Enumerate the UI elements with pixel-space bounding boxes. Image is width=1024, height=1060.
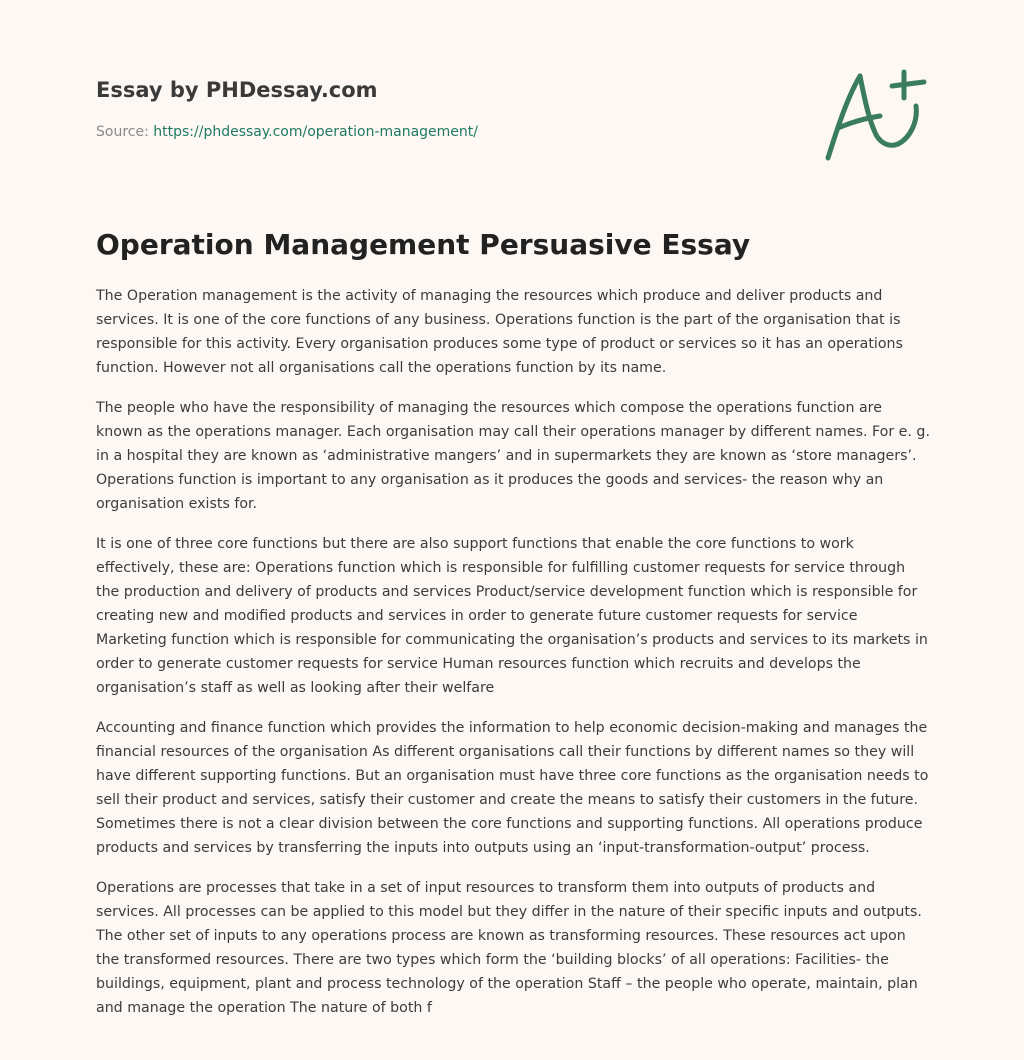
source-line — [96, 124, 478, 140]
a-plus-grade-icon — [818, 66, 930, 166]
site-brand: Essay by PHDessay.com — [96, 78, 378, 102]
essay-body — [96, 284, 930, 1036]
essay-paragraph: Operations are processes that take in a set of input resources to transform them into outputs of products and services. All processes can be applied to this model but they differ in the nature of their specific inputs and outputs. The other set of inputs to any operations process are known as transforming resources. These resources act upon the transformed resources. There are two types which form the ‘building blocks’ of all operations: Facilities- the buildings, equipment, plant and process technology of the operation Staff – the people who operate, maintain, plan and manage the operation The nature of both f — [96, 880, 922, 1016]
page-header — [96, 76, 796, 140]
essay-paragraph: The Operation management is the activity of managing the resources which produce and deliver products and services. It is one of the core functions of any business. Operations function is the part of the organisation that is responsible for this activity. Every organisation produces some type of product or services so it has an operations function. However not all organisations call the operations function by its name. — [96, 288, 903, 376]
essay-paragraph: Accounting and finance function which provides the information to help economic decision-making and manages the financial resources of the organisation As different organisations call their functions by different names so they will have different supporting functions. But an organisation must have three core functions as the organisation needs to sell their product and services, satisfy their customer and create the means to satisfy their customers in the future. Sometimes there is not a clear division between the core functions and supporting functions. All operations produce products and services by transferring the inputs into outputs using an ‘input-transformation-output’ process. — [96, 720, 929, 856]
essay-paragraph: It is one of three core functions but there are also support functions that enable the core functions to work effectively, these are: Operations function which is responsible for fulfilling customer requests for service through the production and delivery of products and services Product/service development function which is responsible for creating new and modified products and services in order to generate future customer requests for service Marketing function which is responsible for communicating the organisation’s products and services to its markets in order to generate customer requests for service Human resources function which recruits and develops the organisation’s staff as well as looking after their welfare — [96, 536, 928, 696]
essay-paragraph: The people who have the responsibility of managing the resources which compose the operations function are known as the operations manager. Each organisation may call their operations manager by different names. For e. g. in a hospital they are known as ‘administrative mangers’ and in supermarkets they are known as ‘store managers’. Operations function is important to any organisation as it produces the goods and services- the reason why an organisation exists for. — [96, 400, 930, 512]
essay-title: Operation Management Persuasive Essay — [96, 228, 751, 261]
source-link[interactable]: https://phdessay.com/operation-management/ — [153, 124, 478, 140]
a-plus-logo-svg — [818, 66, 930, 166]
source-label: Source: — [96, 124, 149, 140]
